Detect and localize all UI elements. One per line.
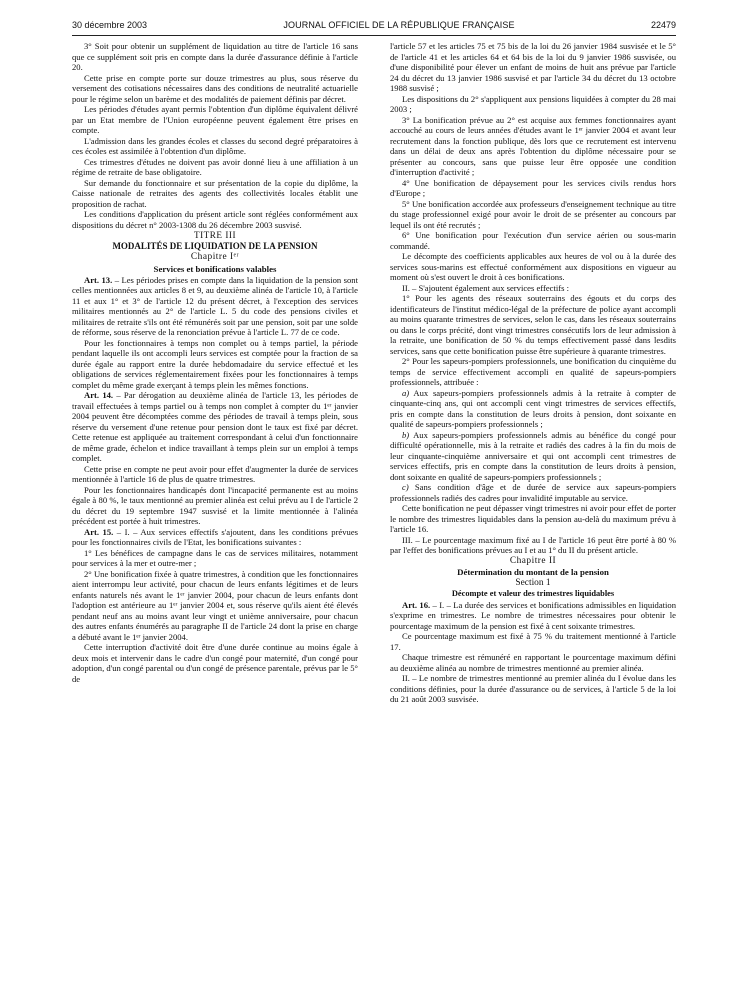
list-marker: a) <box>402 387 410 398</box>
list-text: Aux sapeurs-pompiers professionnels admis au bénéfice du congé pour difficulté opérationnelle, mis à la retraite et radiés des cadres à la fin du mois de leur cinquante-cinquième anniversaire et qui ont accompli cent trimestres de services effectifs, pris en compte dans la constitution de leurs droits à pension, dont soixante en qualité de sapeurs-pompiers professionnels ; <box>390 429 676 482</box>
paragraph: Le décompte des coefficients applicables aux heures de vol ou à la durée des services sous-marins est effectué conformément aux dispositions en vigueur au moment où s'est ouvert le droit à ces bonifications. <box>390 251 676 282</box>
titre-subheading: MODALITÉS DE LIQUIDATION DE LA PENSION <box>112 241 318 252</box>
header-journal-title: JOURNAL OFFICIEL DE LA RÉPUBLIQUE FRANÇAISE <box>283 20 515 30</box>
paragraph: 3° La bonification prévue au 2° est acquise aux femmes fonctionnaires ayant accouché au cours de leurs années d'études avant le 1ᵉʳ janvier 2004 et avant leur recrutement dans la fonction publique, dès lors que ce recrutement est intervenu dans un délai de deux ans après l'obtention du diplôme nécessaire pour se présenter au concours, sans que puisse leur être opposée une condition d'interruption d'activité ; <box>390 114 676 177</box>
paragraph: l'article 57 et les articles 75 et 75 bis de la loi du 26 janvier 1984 susvisée et le 5° de l'article 41 et les articles 64 et 64 bis de la loi du 9 janvier 1986 susvisée, ou d'une disponibilité pour élever un enfant de moins de huit ans prévue par l'article 24 du décret du 13 janvier 1986 susvisé et par l'article 34 du décret du 13 octobre 1988 susvisé ; <box>390 41 676 93</box>
section-subheading: Décompte et valeur des trimestres liquidables <box>451 589 615 599</box>
paragraph: II. – Le nombre de trimestres mentionné au premier alinéa du I évolue dans les conditions définies, pour la durée d'assurance ou de services, à l'article 5 de la loi du 21 août 2003 susvisée. <box>390 673 676 705</box>
article-label: Art. 16. <box>402 599 431 610</box>
paragraph: 5° Une bonification accordée aux professeurs d'enseignement technique au titre du stage professionnel exigé pour avoir le droit de se présenter au concours par lequel ils ont été recrutés ; <box>390 198 676 230</box>
paragraph: 2° Pour les sapeurs-pompiers professionnels, une bonification du cinquième du temps de service effectivement accompli en qualité de sapeurs-pompiers professionnels, attribuée : <box>390 356 676 387</box>
article-13 <box>72 275 358 338</box>
list-item <box>390 482 676 503</box>
paragraph: III. – Le pourcentage maximum fixé au I de l'article 16 peut être porté à 80 % par l'effet des bonifications prévues au I et au 1° du II du présent article. <box>390 534 676 555</box>
article-text: – I. – Aux services effectifs s'ajoutent, dans les conditions prévues pour les fonctionnaires civils de l'Etat, les bonifications suivantes : <box>72 526 358 547</box>
paragraph: Sur demande du fonctionnaire et sur présentation de la copie du diplôme, la Caisse nationale de retraites des agents des collectivités locales établit une proposition de rachat. <box>72 177 358 209</box>
paragraph: L'admission dans les grandes écoles et classes du second degré préparatoires à ces écoles est assimilée à l'obtention d'un diplôme. <box>72 135 358 156</box>
chapitre-subheading: Services et bonifications valables <box>153 263 277 274</box>
header-date: 30 décembre 2003 <box>72 20 148 30</box>
left-column <box>72 41 358 684</box>
chapitre-subheading: Détermination du montant de la pension <box>457 567 609 577</box>
list-item <box>390 430 676 483</box>
list-text: Sans condition d'âge et de durée de service aux sapeurs-pompiers professionnels radiés des cadres pour invalidité imputable au service. <box>390 482 676 503</box>
paragraph: 4° Une bonification de dépaysement pour les services civils rendus hors d'Europe ; <box>390 177 676 198</box>
list-text: Aux sapeurs-pompiers professionnels admis à la retraite à compter de cinquante-cinq ans, qui ont accompli cent vingt trimestres de services effectifs, pris en compte dans la constitution de leurs droits à pension, dont soixante en qualité de sapeurs-pompiers professionnels ; <box>390 387 676 429</box>
paragraph: Cette prise en compte porte sur douze trimestres au plus, sous réserve du versement des cotisations nécessaires dans des conditions de neutralité actuarielle pour le régime selon un barème et des modalités de paiement définis par décret. <box>72 72 358 104</box>
paragraph: Les périodes d'études ayant permis l'obtention d'un diplôme équivalent délivré par un Etat membre de l'Union européenne peuvent également être prises en compte. <box>72 104 358 135</box>
paragraph: Cette prise en compte ne peut avoir pour effet d'augmenter la durée de services mentionnée à l'article 16 de plus de quatre trimestres. <box>72 463 358 484</box>
paragraph: Ces trimestres d'études ne doivent pas avoir donné lieu à une affiliation à un régime de retraite de base obligatoire. <box>72 156 358 177</box>
paragraph: 1° Les bénéfices de campagne dans le cas de services militaires, notamment pour services à la mer et outre-mer ; <box>72 547 358 568</box>
paragraph: Les dispositions du 2° s'appliquent aux pensions liquidées à compter du 28 mai 2003 ; <box>390 93 676 114</box>
article-label: Art. 13. <box>84 274 113 285</box>
article-16 <box>390 600 676 632</box>
paragraph: Cette interruption d'activité doit être d'une durée continue au moins égale à deux mois et intervenir dans le cadre d'un congé pour maternité, d'un congé pour adoption, d'un congé parental ou d'un congé de présence parentale, prévus par le 5° de <box>72 642 358 684</box>
paragraph: Chaque trimestre est rémunéré en rapportant le pourcentage maximum défini au deuxième alinéa au nombre de trimestres mentionné au premier alinéa. <box>390 652 676 673</box>
chapitre-heading: Chapitre II <box>509 555 557 566</box>
paragraph: Ce pourcentage maximum est fixé à 75 % du traitement mentionné à l'article 17. <box>390 631 676 652</box>
paragraph: 1° Pour les agents des réseaux souterrains des égouts et du corps des identificateurs de l'institut médico-légal de la préfecture de police ayant accompli au moins quarante trimestres de services, selon le cas, dans les réseaux souterrains ou dans le corps précité, dont vingt trimestres consécutifs lors de leur admission à la retraite, une bonification de 50 % du temps effectivement passé dans lesdits services, sans que cette bonification puisse être supérieure à quarante trimestres. <box>390 293 676 356</box>
page-header <box>72 20 676 30</box>
paragraph: 3° Soit pour obtenir un supplément de liquidation au titre de l'article 16 sans que ce supplément soit pris en compte dans la durée d'assurance définie à l'article 20. <box>72 41 358 72</box>
article-label: Art. 15. <box>84 526 114 537</box>
titre-heading: TITRE III <box>194 230 236 240</box>
header-page-number: 22479 <box>650 20 676 30</box>
article-15 <box>72 527 358 548</box>
list-marker: b) <box>402 429 410 440</box>
section-heading: Section 1 <box>515 577 551 588</box>
list-item <box>390 388 676 430</box>
article-label: Art. 14. <box>84 390 114 400</box>
header-rule <box>72 35 676 36</box>
paragraph: II. – S'ajoutent également aux services effectifs : <box>402 282 569 293</box>
list-marker: c) <box>402 482 409 492</box>
right-column <box>390 41 676 705</box>
paragraph: Cette bonification ne peut dépasser vingt trimestres ni avoir pour effet de porter le nombre des trimestres liquidables dans la pension au-delà du maximum prévu à l'article 16. <box>390 503 676 534</box>
paragraph: Pour les fonctionnaires à temps non complet ou à temps partiel, la période pendant laquelle ils ont accompli leurs services est comptée pour la fraction de sa durée égale au rapport entre la durée hebdomadaire du service effectué et les obligations de services réglementairement fixées pour les fonctionnaires à temps complet du même grade exerçant à temps plein les mêmes fonctions. <box>72 337 358 390</box>
paragraph: 6° Une bonification pour l'exécution d'un service aérien ou sous-marin commandé. <box>390 230 676 251</box>
paragraph: Les conditions d'application du présent article sont réglées conformément aux dispositions du décret n° 2003-1308 du 26 décembre 2003 susvisé. <box>72 209 358 230</box>
chapitre-heading: Chapitre Iᵉʳ <box>190 252 240 263</box>
article-text: – I. – La durée des services et bonifications admissibles en liquidation s'exprime en trimestres. Le nombre de trimestres nécessaires pour obtenir le pourcentage maximum de la pension est fixé à cent soixante trimestres. <box>390 599 676 631</box>
paragraph: Pour les fonctionnaires handicapés dont l'incapacité permanente est au moins égale à 80 %, le taux mentionné au premier alinéa est celui prévu au I de l'article 2 du décret du 19 septembre 1947 susvisé et la limite mentionnée à l'alinéa précédent est portée à huit trimestres. <box>72 484 358 526</box>
paragraph: 2° Une bonification fixée à quatre trimestres, à condition que les fonctionnaires aient interrompu leur activité, pour chacun de leurs enfants légitimes et de leurs enfants naturels nés avant le 1ᵉʳ janvier 2004, pour chacun de leurs enfants dont l'adoption est antérieure au 1ᵉʳ janvier 2004 et, sous réserve qu'ils aient été élevés pendant neuf ans au moins avant leur vingt et unième anniversaire, pour chacun des autres enfants énumérés au paragraphe II de l'article 24 dont la prise en charge a débuté avant le 1ᵉʳ janvier 2004. <box>72 568 358 642</box>
article-text: – Par dérogation au deuxième alinéa de l'article 13, les périodes de travail effectuées à temps partiel ou à temps non complet à compter du 1ᵉʳ janvier 2004 peuvent être décomptées comme des périodes de travail à temps plein, sous réserve du versement d'une retenue pour pension dont le taux est fixé par décret. Cette retenue est appliquée au traitement correspondant à celui d'un fonctionnaire de même grade, échelon et indice travaillant à temps plein sur un emploi à temps complet. <box>72 390 359 463</box>
article-text: – Les périodes prises en compte dans la liquidation de la pension sont celles mentionnées aux articles 8 et 9, au deuxième alinéa de l'article 10, à l'article 11 et aux 1° et 3° de l'article 12 du présent décret, à l'exception des services militaires mentionnés au 2° de l'article L. 5 du code des pensions civiles et militaires de retraite s'ils ont été rémunérés soit par une pension, soit par une solde de réforme, sous réserve de la renonciation prévue à l'article L. 77 de ce code. <box>72 274 358 337</box>
article-14 <box>72 390 358 464</box>
